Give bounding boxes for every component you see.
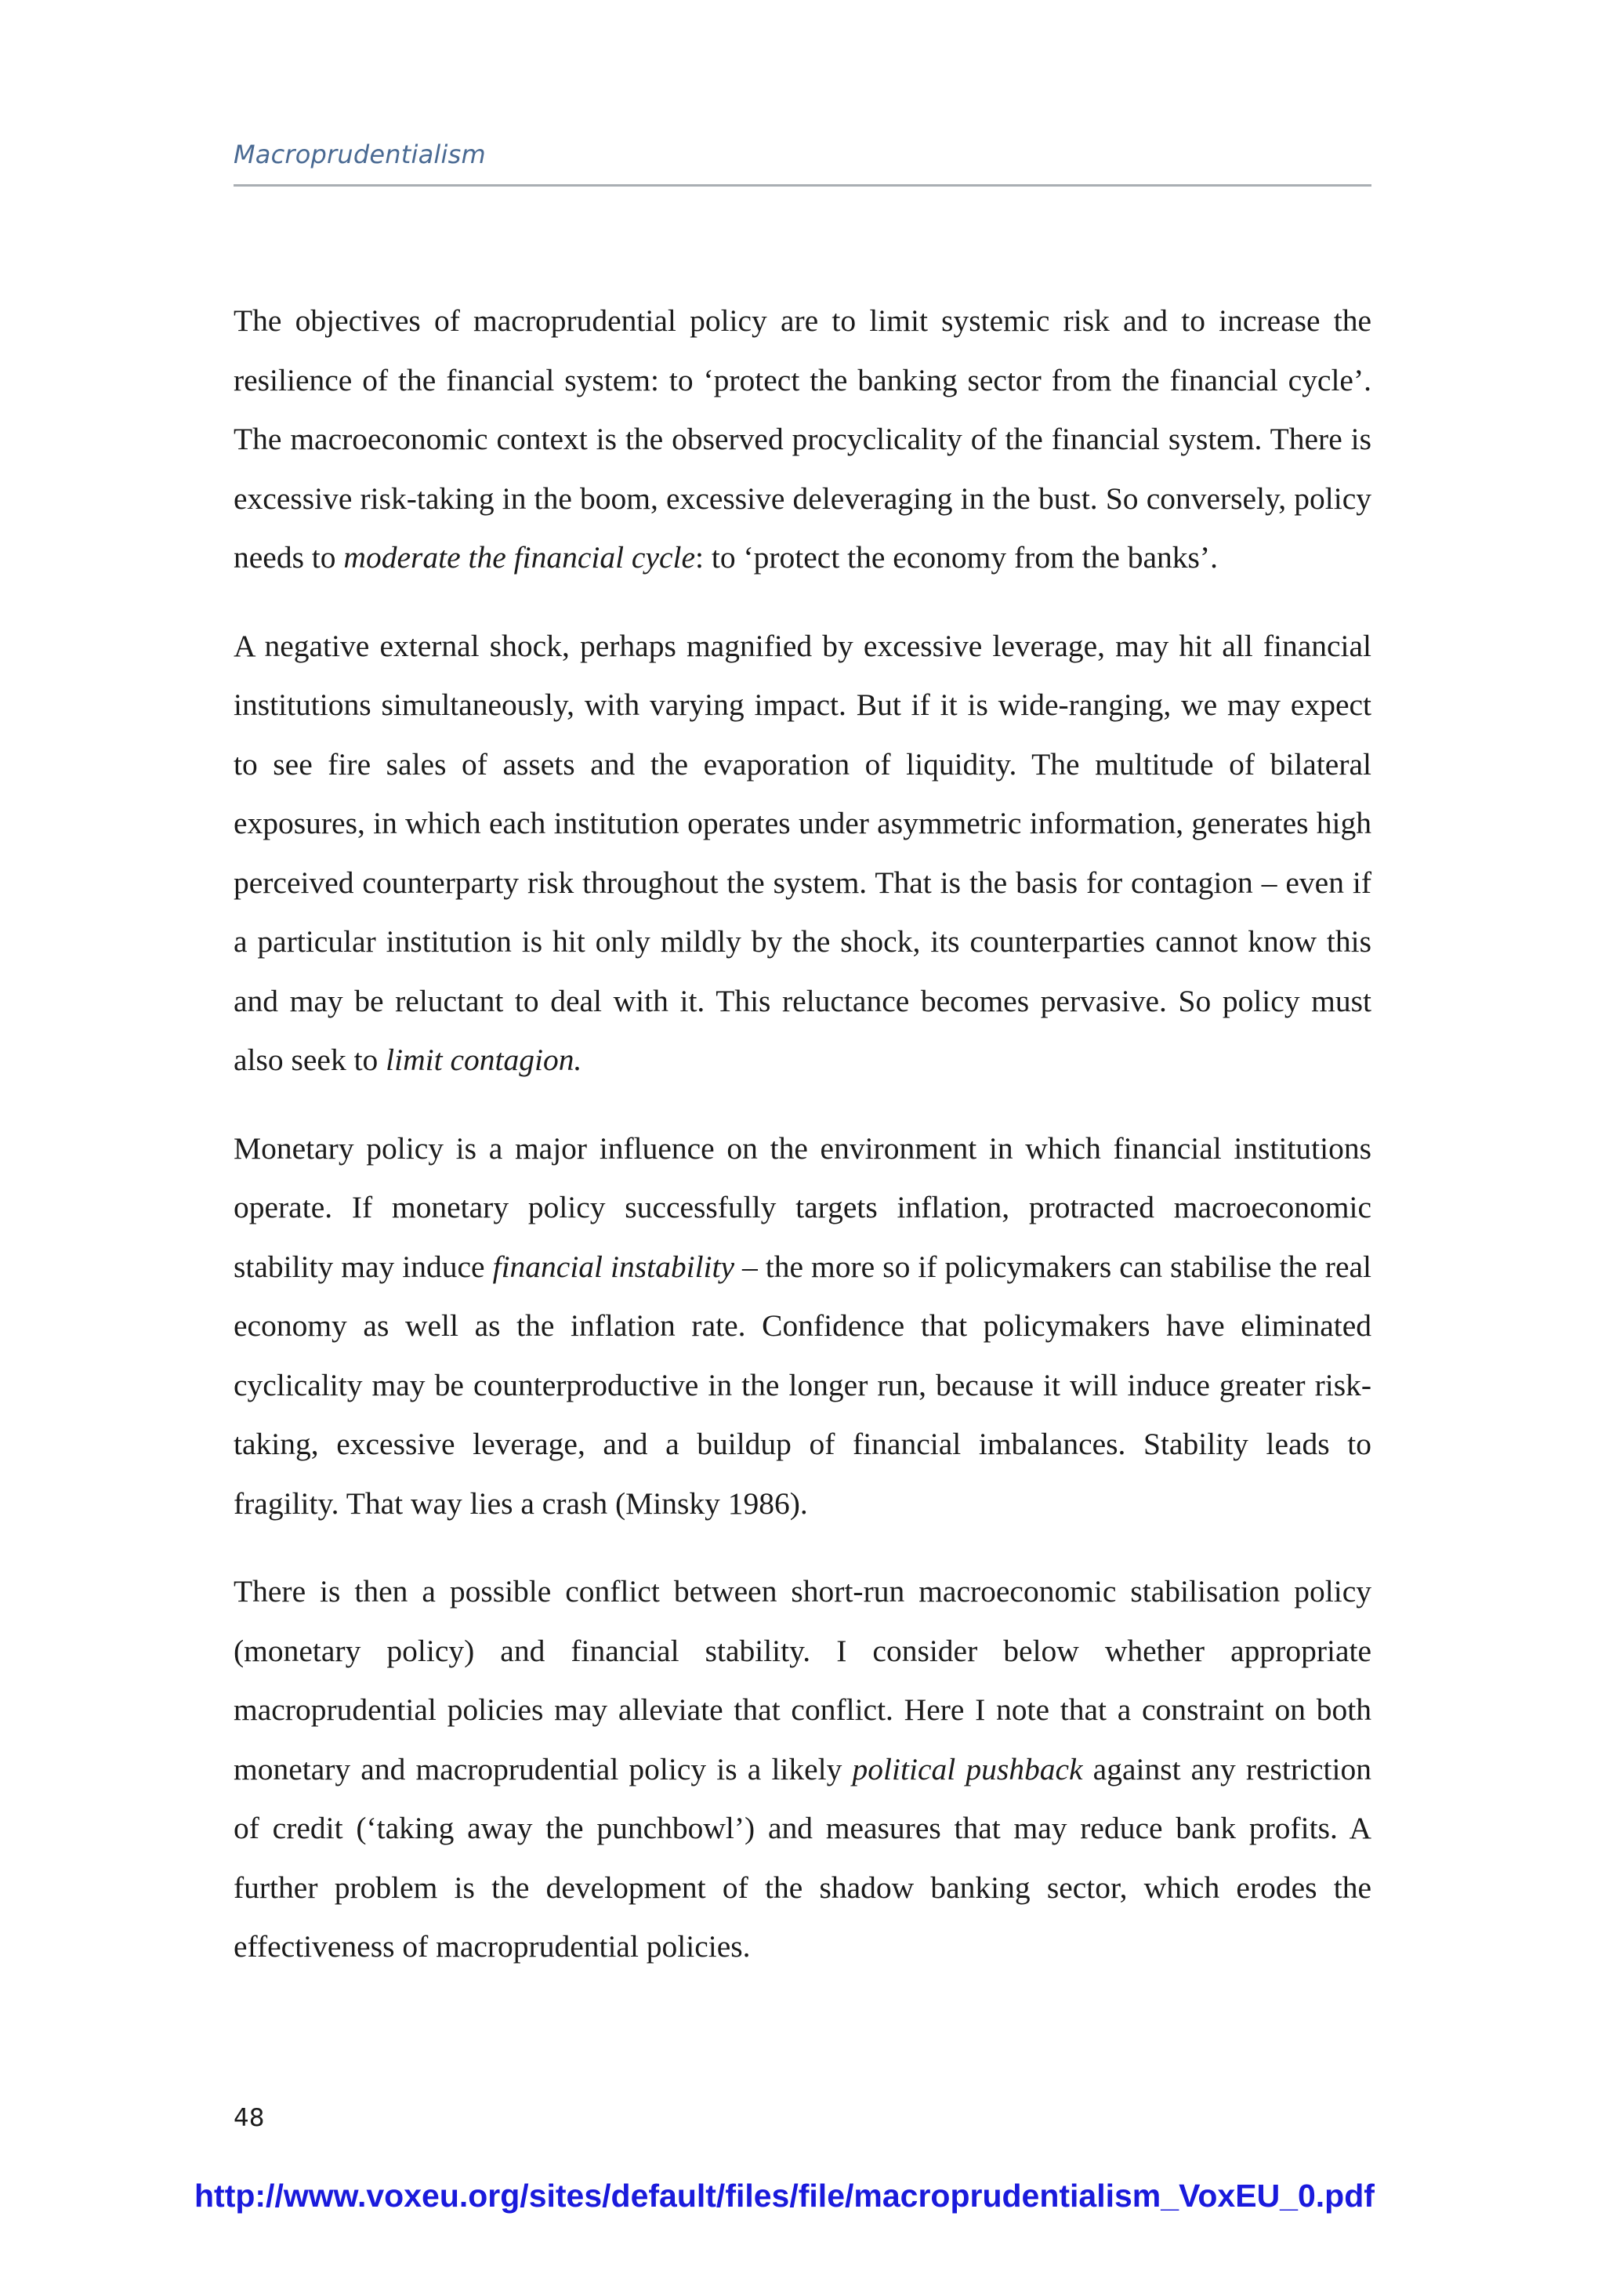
paragraph-text: – the more so if policymakers can stabilise the real economy as well as the inflation rate. Confidence that policymakers have eliminated cyclicality may be counterproductive in the longer run, because it will induce greater risk-taking, excessive leverage, and a buildup of financial imbalances. Stability leads to fragility. That way lies a crash (Minsky 1986). (234, 1249, 1371, 1521)
emphasis-text: moderate the financial cycle (343, 540, 696, 575)
running-header-title: Macroprudentialism (234, 140, 486, 169)
document-body (234, 292, 1371, 1977)
emphasis-text: financial instability (492, 1249, 735, 1284)
paragraph-text: The objectives of macroprudential policy are to limit systemic risk and to increase the resilience of the financial system: to ‘protect the banking sector from the financial cycle’. The macroeconomic context is the observed procyclicality of the financial system. There is excessive risk-taking in the boom, excessive deleveraging in the bust. So conversely, policy needs to (234, 303, 1371, 575)
header-divider (234, 184, 1371, 187)
paragraph-monetary-policy (234, 1119, 1371, 1534)
paragraph-objectives (234, 292, 1371, 588)
source-url-link[interactable]: http://www.voxeu.org/sites/default/files/file/macroprudentialism_VoxEU_0.pdf (194, 2178, 1375, 2214)
emphasis-text: political pushback (852, 1751, 1083, 1786)
paragraph-text: against any restriction of credit (‘taking away the punchbowl’) and measures that may reduce bank profits. A further problem is the development of the shadow banking sector, which erodes the effectiveness of macroprudential policies. (234, 1751, 1371, 1964)
emphasis-text: limit contagion. (386, 1043, 582, 1077)
paragraph-conflict (234, 1562, 1371, 1977)
paragraph-text: Monetary policy is a major influence on the environment in which financial institutions operate. If monetary policy successfully targets inflation, protracted macroeconomic stability may induce (234, 1130, 1371, 1284)
paragraph-text: A negative external shock, perhaps magnified by excessive leverage, may hit all financial institutions simultaneously, with varying impact. But if it is wide-ranging, we may expect to see fire sales of assets and the evaporation of liquidity. The multitude of bilateral exposures, in which each institution operates under asymmetric information, generates high perceived counterparty risk throughout the system. That is the basis for contagion – even if a particular institution is hit only mildly by the shock, its counterparties cannot know this and may be reluctant to deal with it. This reluctance becomes pervasive. So policy must also seek to (234, 628, 1371, 1077)
paragraph-text: : to ‘protect the economy from the banks’. (695, 540, 1218, 575)
paragraph-text: There is then a possible conflict between short-run macroeconomic stabilisation policy (monetary policy) and financial stability. I consider below whether appropriate macroprudential policies may alleviate that conflict. Here I note that a constraint on both monetary and macroprudential policy is a likely (234, 1574, 1371, 1786)
page-number: 48 (234, 2104, 265, 2132)
paragraph-contagion (234, 617, 1371, 1090)
